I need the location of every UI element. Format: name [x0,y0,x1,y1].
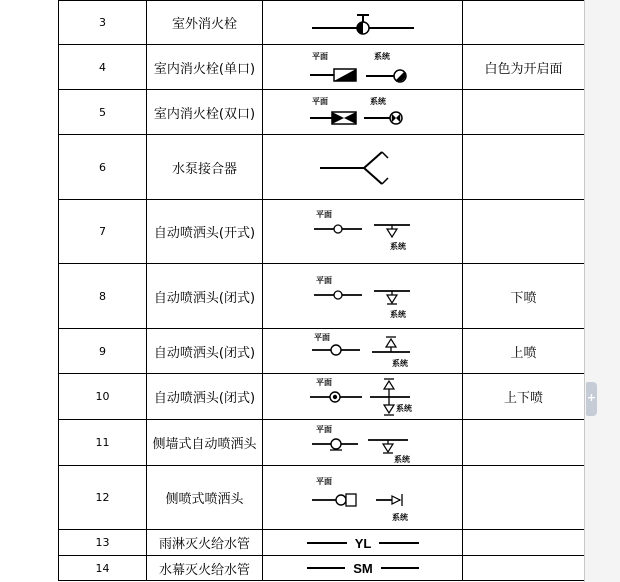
table-row [59,135,585,200]
pipe-code-label: YL [354,535,371,551]
row-number: 13 [59,530,147,556]
closed-sprinkler-updown-symbol [263,374,463,420]
row-name: 水幕灭火给水管 [147,556,263,581]
row-note [463,556,585,581]
system-label: 系统 [391,512,408,522]
row-name: 自动喷洒头(闭式) [147,374,263,420]
page-edge [584,0,585,582]
side-spray-sprinkler-symbol [263,466,463,530]
open-sprinkler-symbol [263,200,463,264]
indoor-hydrant-double-symbol [263,90,463,135]
table-row [59,200,585,264]
row-number: 11 [59,420,147,466]
row-name: 侧墙式自动喷洒头 [147,420,263,466]
system-label: 系统 [395,403,412,413]
pump-adapter-symbol [263,135,463,200]
drencher-pipe-symbol [263,556,463,581]
plan-label: 平面 [315,424,332,434]
row-name: 水泵接合器 [147,135,263,200]
plus-icon: + [586,391,597,404]
table-row [59,1,585,45]
sidewall-sprinkler-symbol [263,420,463,466]
row-name: 自动喷洒头(开式) [147,200,263,264]
system-label: 系统 [393,454,410,464]
row-number: 4 [59,45,147,90]
row-name: 自动喷洒头(闭式) [147,264,263,329]
table-row [59,374,585,420]
deluge-pipe-symbol [263,530,463,556]
row-note [463,90,585,135]
expand-tab[interactable] [586,382,597,416]
outdoor-hydrant-symbol [263,1,463,45]
row-number: 3 [59,1,147,45]
system-label: 系统 [389,310,406,319]
plan-label: 平面 [313,333,330,342]
system-label: 系统 [389,241,406,251]
row-note: 下喷 [463,264,585,329]
table-row [59,556,585,581]
plan-label: 平面 [315,476,332,486]
row-number: 8 [59,264,147,329]
row-number: 10 [59,374,147,420]
indoor-hydrant-single-symbol [263,45,463,90]
pipe-code-label: SM [352,561,373,576]
row-name: 室外消火栓 [147,1,263,45]
plan-label: 平面 [315,209,332,219]
row-number: 9 [59,329,147,374]
row-note: 上下喷 [463,374,585,420]
table-row [59,90,585,135]
row-number: 12 [59,466,147,530]
row-note [463,200,585,264]
row-name: 自动喷洒头(闭式) [147,329,263,374]
row-note [463,466,585,530]
table-row [59,466,585,530]
row-note [463,135,585,200]
table-row [59,420,585,466]
table-row [59,329,585,374]
row-name: 雨淋灭火给水管 [147,530,263,556]
closed-sprinkler-up-symbol [263,329,463,374]
fire-symbols-table [58,0,585,581]
closed-sprinkler-down-symbol [263,264,463,329]
row-note [463,420,585,466]
row-number: 5 [59,90,147,135]
row-number: 6 [59,135,147,200]
plan-label: 平面 [315,377,332,387]
row-name: 室内消火栓(单口) [147,45,263,90]
row-note [463,1,585,45]
table-row [59,530,585,556]
table-row [59,45,585,90]
plan-label: 平面 [311,97,328,106]
table-row [59,264,585,329]
row-number: 7 [59,200,147,264]
row-note: 上喷 [463,329,585,374]
system-label: 系统 [373,52,390,61]
plan-label: 平面 [311,52,328,61]
row-number: 14 [59,556,147,581]
row-name: 侧喷式喷洒头 [147,466,263,530]
system-label: 系统 [391,359,408,368]
row-note: 白色为开启面 [463,45,585,90]
plan-label: 平面 [315,276,332,285]
system-label: 系统 [369,97,386,106]
row-note [463,530,585,556]
row-name: 室内消火栓(双口) [147,90,263,135]
